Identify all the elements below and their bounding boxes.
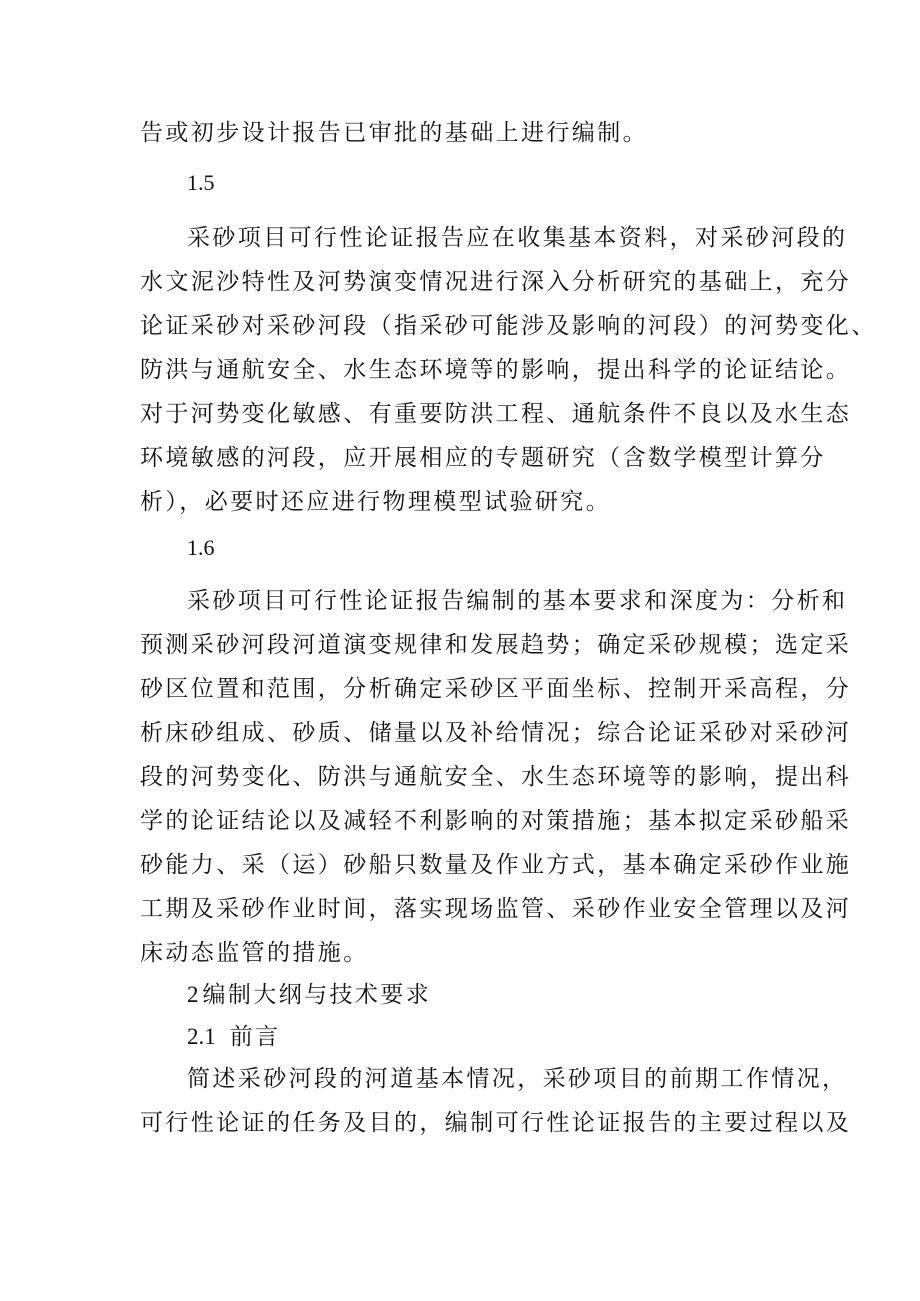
text-line: 水文泥沙特性及河势演变情况进行深入分析研究的基础上，充分: [140, 269, 852, 295]
text-line: 段的河势变化、防洪与通航安全、水生态环境等的影响，提出科: [140, 764, 852, 790]
text-line: 简述采砂河段的河道基本情况，采砂项目的前期工作情况，: [187, 1066, 848, 1092]
text-line: 预测采砂河段河道演变规律和发展趋势；确定采砂规模；选定采: [140, 632, 852, 658]
text-line: 可行性论证的任务及目的，编制可行性论证报告的主要过程以及: [140, 1110, 852, 1136]
section-number-1-6: 1.6: [187, 535, 215, 560]
section-title-2: 编制大纲与技术要求: [202, 982, 432, 1008]
section-title-2-1: 前言: [229, 1024, 281, 1050]
text-line: 砂区位置和范围，分析确定采砂区平面坐标、控制开采高程，分: [140, 676, 852, 702]
text-line: 论证采砂对采砂河段（指采砂可能涉及影响的河段）的河势变化、: [140, 313, 877, 339]
section-heading-2-1: [187, 1022, 281, 1052]
text-line: 采砂项目可行性论证报告应在收集基本资料，对采砂河段的: [187, 225, 848, 251]
text-line: 床动态监管的措施。: [140, 940, 369, 966]
text-line: 学的论证结论以及减轻不利影响的对策措施；基本拟定采砂船采: [140, 808, 852, 834]
text-line: 采砂项目可行性论证报告编制的基本要求和深度为：分析和: [187, 588, 848, 614]
text-line: 环境敏感的河段，应开展相应的专题研究（含数学模型计算分: [140, 445, 826, 471]
text-line: 告或初步设计报告已审批的基础上进行编制。: [140, 120, 648, 146]
text-line: 工期及采砂作业时间，落实现场监管、采砂作业安全管理以及河: [140, 896, 852, 922]
section-number-2-1: 2.1: [187, 1024, 216, 1049]
text-line: 析），必要时还应进行物理模型试验研究。: [140, 489, 612, 515]
text-line: 砂能力、采（运）砂船只数量及作业方式，基本确定采砂作业施: [140, 852, 852, 878]
section-number-2: 2: [187, 982, 199, 1007]
section-heading-2: [187, 980, 431, 1010]
text-line: 防洪与通航安全、水生态环境等的影响，提出科学的论证结论。: [140, 357, 852, 383]
text-line: 对于河势变化敏感、有重要防洪工程、通航条件不良以及水生态: [140, 401, 852, 427]
text-line: 析床砂组成、砂质、储量以及补给情况；综合论证采砂对采砂河: [140, 720, 852, 746]
section-number-1-5: 1.5: [187, 170, 215, 195]
